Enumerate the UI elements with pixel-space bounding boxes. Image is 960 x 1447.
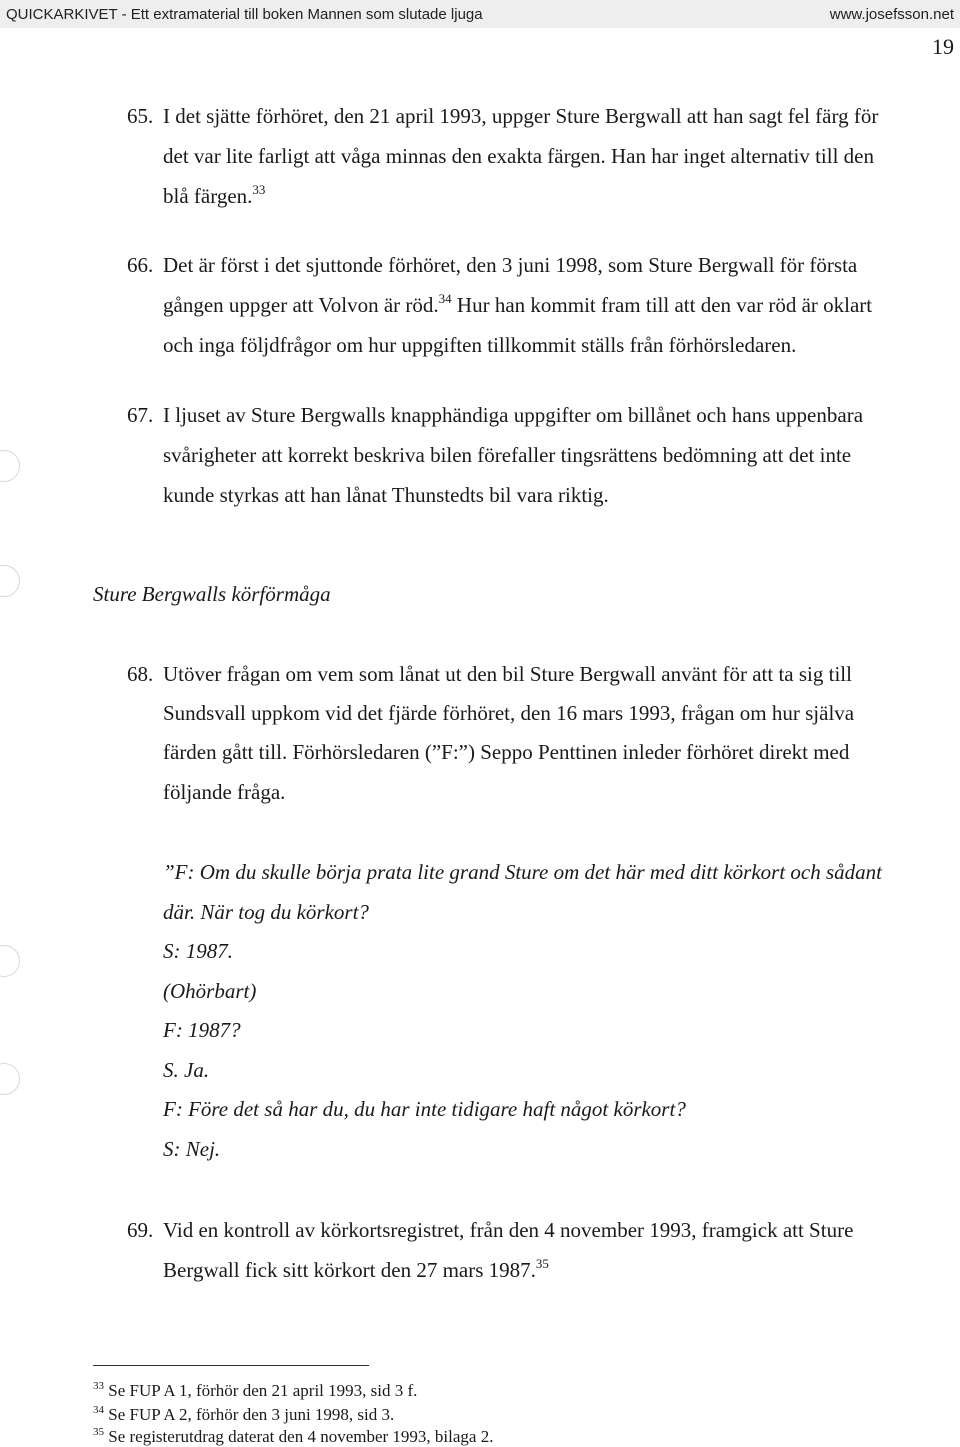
paragraph-number: 67. (127, 403, 154, 427)
footnote-ref[interactable]: 33 (252, 182, 266, 197)
paragraph-line: och inga följdfrågor om hur uppgiften tillkommit ställs från förhörsledaren. (163, 333, 797, 357)
paragraph-line: följande fråga. (163, 780, 286, 804)
quote-line: ”F: Om du skulle börja prata lite grand Sture om det här med ditt körkort och sådant (163, 860, 883, 884)
paragraph-number: 65. (127, 104, 154, 128)
paragraph-line: I ljuset av Sture Bergwalls knapphändiga uppgifter om billånet och hans uppenbara (163, 403, 864, 427)
header-title: QUICKARKIVET - Ett extramaterial till boken Mannen som slutade ljuga (6, 6, 483, 23)
punch-hole (0, 945, 20, 977)
paragraph-line: I det sjätte förhöret, den 21 april 1993, uppger Sture Bergwall att han sagt fel färg för (163, 104, 879, 128)
page-header (0, 0, 960, 28)
quote-line: F: Före det så har du, du har inte tidigare haft något körkort? (163, 1097, 686, 1121)
paragraph-line: det var lite farligt att våga minnas den exakta färgen. Han har inget alternativ till den (163, 144, 875, 168)
paragraph-line: gången uppger att Volvon är röd.$^{34}$ Hur han kommit fram till att den var röd är oklart (163, 291, 873, 317)
header-url[interactable]: www.josefsson.net (829, 6, 954, 23)
footnote: $^{35}$ Se registerutdrag daterat den 4 november 1993, bilaga 2. (93, 1426, 494, 1446)
punch-hole (0, 565, 20, 597)
paragraph-number: 69. (127, 1218, 154, 1242)
footnote-ref[interactable]: 34 (438, 291, 452, 306)
quote-line: S: 1987. (163, 939, 233, 963)
quote-line: där. När tog du körkort? (163, 900, 369, 924)
paragraph-line: blå färgen.$^{33}$ (163, 182, 266, 208)
section-heading: Sture Bergwalls körförmåga (93, 582, 331, 606)
quote-line: S: Nej. (163, 1137, 221, 1161)
paragraph-line: Bergwall fick sitt körkort den 27 mars 1987.35 (163, 1256, 549, 1282)
quote-line: (Ohörbart) (163, 979, 257, 1003)
paragraph-line: Vid en kontroll av körkortsregistret, från den 4 november 1993, framgick att Sture (163, 1218, 854, 1242)
footnote-divider (93, 1365, 369, 1366)
paragraph-line: kunde styrkas att han lånat Thunstedts bil vara riktig. (163, 483, 609, 507)
punch-hole (0, 1063, 20, 1095)
paragraph-line: svårigheter att korrekt beskriva bilen förefaller tingsrättens bedömning att det inte (163, 443, 852, 467)
paragraph-number: 68. (127, 662, 154, 686)
paragraph-line: Sundsvall uppkom vid det fjärde förhöret, den 16 mars 1993, frågan om hur själva (163, 701, 855, 725)
footnote-ref[interactable]: 35 (535, 1256, 549, 1271)
quote-line: S. Ja. (163, 1058, 210, 1082)
punch-hole (0, 450, 20, 482)
footnote: $^{34}$ Se FUP A 2, förhör den 3 juni 1998, sid 3. (93, 1404, 395, 1424)
quote-line: F: 1987? (163, 1018, 241, 1042)
paragraph-number: 66. (127, 253, 154, 277)
paragraph-line: Utöver frågan om vem som lånat ut den bil Sture Bergwall använt för att ta sig till (163, 662, 852, 686)
paragraph-line: Det är först i det sjuttonde förhöret, den 3 juni 1998, som Sture Bergwall för första (163, 253, 858, 277)
paragraph-line: färden gått till. Förhörsledaren (”F:”) Seppo Penttinen inleder förhöret direkt med (163, 740, 850, 764)
footnote: $^{33}$ Se FUP A 1, förhör den 21 april 1993, sid 3 f. (93, 1380, 418, 1400)
page-number: 19 (932, 34, 954, 59)
